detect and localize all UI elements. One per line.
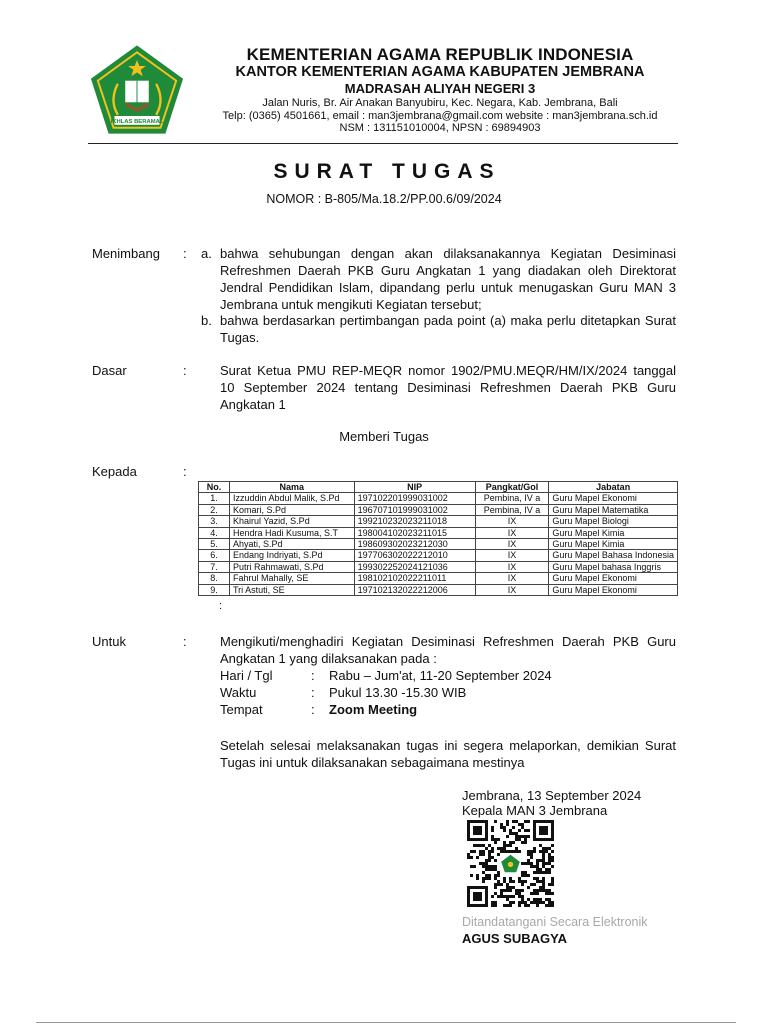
table-row [199, 527, 678, 538]
footer-line [36, 1022, 736, 1023]
kepada-colon: : [183, 464, 187, 479]
cell-no: 6. [199, 550, 230, 561]
cell-nip: 199302252024121036 [354, 561, 475, 572]
cell-nip: 199210232023211018 [354, 516, 475, 527]
table-row [199, 573, 678, 584]
cell-jabatan: Guru Mapel Ekonomi [549, 493, 678, 504]
untuk-colon: : [183, 634, 187, 649]
waktu-sep: : [311, 685, 315, 700]
untuk-text: Mengikuti/menghadiri Kegiatan Desiminasi Refreshmen Daerah PKB Guru Angkatan 1 yang dilaksanakan pada : [220, 634, 676, 666]
staff-table [198, 481, 678, 596]
document-number: NOMOR : B-805/Ma.18.2/PP.00.6/09/2024 [266, 192, 502, 206]
table-row [199, 550, 678, 561]
school-contact: Telp: (0365) 4501661, email : man3jembrana@gmail.com website : man3jembrana.sch.id [222, 109, 658, 122]
cell-pangkat: IX [475, 573, 549, 584]
cell-nama: Ahyati, S.Pd [229, 539, 354, 550]
header-jabatan: Jabatan [549, 482, 678, 493]
kepada-label: Kepada [92, 464, 137, 479]
table-trailing-colon: : [219, 600, 223, 612]
tempat-label: Tempat [220, 702, 263, 717]
cell-no: 3. [199, 516, 230, 527]
cell-nama: Izzuddin Abdul Malik, S.Pd [229, 493, 354, 504]
cell-nama: Komari, S.Pd [229, 504, 354, 515]
waktu-value: Pukul 13.30 -15.30 WIB [329, 685, 467, 700]
header-nip: NIP [354, 482, 475, 493]
school-name: MADRASAH ALIYAH NEGERI 3 [344, 81, 536, 96]
school-address: Jalan Nuris, Br. Air Anakan Banyubiru, Kec. Negara, Kab. Jembrana, Bali [262, 97, 618, 109]
cell-no: 7. [199, 561, 230, 572]
cell-nama: Fahrul Mahally, SE [229, 573, 354, 584]
cell-jabatan: Guru Mapel Kimia [549, 527, 678, 538]
school-nsm: NSM : 131151010004, NPSN : 69894903 [339, 122, 541, 134]
document-title: SURAT TUGAS [273, 160, 501, 183]
header-pangkat: Pangkat/Gol [475, 482, 549, 493]
esign-note: Ditandatangani Secara Elektronik [462, 915, 648, 929]
table-row [199, 504, 678, 515]
cell-nip: 197706302022212010 [354, 550, 475, 561]
dasar-text: Surat Ketua PMU REP-MEQR nomor 1902/PMU.MEQR/HM/IX/2024 tanggal 10 September 2024 tentang Desiminasi Refreshmen Daerah PKB Guru Angkatan 1 [220, 363, 676, 412]
memberi-tugas-heading: Memberi Tugas [339, 429, 429, 444]
cell-pangkat: Pembina, IV a [475, 493, 549, 504]
cell-jabatan: Guru Mapel Matematika [549, 504, 678, 515]
signer-name: AGUS SUBAGYA [462, 931, 567, 946]
closing-text: Setelah selesai melaksanakan tugas ini segera melaporkan, demikian Surat Tugas ini untuk dilaksanakan sebagaimana mestinya [220, 738, 676, 770]
cell-pangkat: IX [475, 561, 549, 572]
untuk-label: Untuk [92, 634, 126, 649]
waktu-label: Waktu [220, 685, 257, 700]
cell-pangkat: IX [475, 550, 549, 561]
tempat-sep: : [311, 702, 315, 717]
cell-jabatan: Guru Mapel Bahasa Indonesia [549, 550, 678, 561]
cell-nip: 198609302023212030 [354, 539, 475, 550]
menimbang-label: Menimbang [92, 246, 160, 261]
cell-nip: 198102102022211011 [354, 573, 475, 584]
letterhead-divider [88, 143, 678, 144]
cell-nip: 196707101999031002 [354, 504, 475, 515]
cell-no: 8. [199, 573, 230, 584]
cell-no: 9. [199, 584, 230, 595]
sign-place-date: Jembrana, 13 September 2024 [462, 788, 642, 803]
cell-nama: Putri Rahmawati, S.Pd [229, 561, 354, 572]
cell-no: 4. [199, 527, 230, 538]
ministry-name: KEMENTERIAN AGAMA REPUBLIK INDONESIA [246, 45, 634, 64]
detail-waktu [220, 684, 676, 701]
cell-nama: Hendra Hadi Kusuma, S.T [229, 527, 354, 538]
cell-no: 5. [199, 539, 230, 550]
cell-pangkat: IX [475, 516, 549, 527]
menimbang-a-text: bahwa sehubungan dengan akan dilaksanakannya Kegiatan Desiminasi Refreshmen Daerah PKB Guru Angkatan 1 yang diadakan oleh Direktorat Jendral Pendidikan Islam, dipandang perlu untuk menugaskan Guru MAN 3 Jembrana untuk mengikuti Kegiatan tersebut; [220, 246, 676, 312]
kemenag-logo [88, 43, 186, 138]
cell-jabatan: Guru Mapel Ekonomi [549, 573, 678, 584]
tempat-value: Zoom Meeting [329, 702, 418, 717]
cell-nama: Tri Astuti, SE [229, 584, 354, 595]
cell-nip: 197102132022212006 [354, 584, 475, 595]
hari-value: Rabu – Jum'at, 11-20 September 2024 [329, 668, 552, 683]
cell-jabatan: Guru Mapel Biologi [549, 516, 678, 527]
cell-nip: 198004102023211015 [354, 527, 475, 538]
header-no: No. [199, 482, 230, 493]
detail-hari [220, 667, 676, 684]
table-row [199, 584, 678, 595]
cell-pangkat: IX [475, 527, 549, 538]
cell-pangkat: IX [475, 539, 549, 550]
office-name: KANTOR KEMENTERIAN AGAMA KABUPATEN JEMBRANA [235, 64, 645, 80]
hari-sep: : [311, 668, 315, 683]
menimbang-colon: : [183, 246, 187, 261]
table-row [199, 516, 678, 527]
table-row [199, 561, 678, 572]
detail-tempat [220, 701, 676, 718]
qr-code [467, 820, 554, 907]
dasar-label: Dasar [92, 363, 127, 378]
cell-no: 1. [199, 493, 230, 504]
hari-label: Hari / Tgl [220, 668, 273, 683]
cell-no: 2. [199, 504, 230, 515]
cell-pangkat: IX [475, 584, 549, 595]
table-header-row [199, 482, 678, 493]
dasar-colon: : [183, 363, 187, 378]
menimbang-a-mark: a. [201, 246, 212, 261]
menimbang-b-mark: b. [201, 313, 212, 328]
cell-jabatan: Guru Mapel Kimia [549, 539, 678, 550]
header-nama: Nama [229, 482, 354, 493]
table-row [199, 493, 678, 504]
table-row [199, 539, 678, 550]
cell-jabatan: Guru Mapel Ekonomi [549, 584, 678, 595]
cell-jabatan: Guru Mapel bahasa Inggris [549, 561, 678, 572]
cell-nama: Endang Indriyati, S.Pd [229, 550, 354, 561]
cell-pangkat: Pembina, IV a [475, 504, 549, 515]
menimbang-b-text: bahwa berdasarkan pertimbangan pada point (a) maka perlu ditetapkan Surat Tugas. [220, 313, 676, 345]
logo-motto: IKHLAS BERAMAL [110, 118, 164, 125]
cell-nip: 197102201999031002 [354, 493, 475, 504]
cell-nama: Khairul Yazid, S.Pd [229, 516, 354, 527]
sign-position: Kepala MAN 3 Jembrana [462, 803, 608, 818]
letterhead [190, 45, 690, 135]
